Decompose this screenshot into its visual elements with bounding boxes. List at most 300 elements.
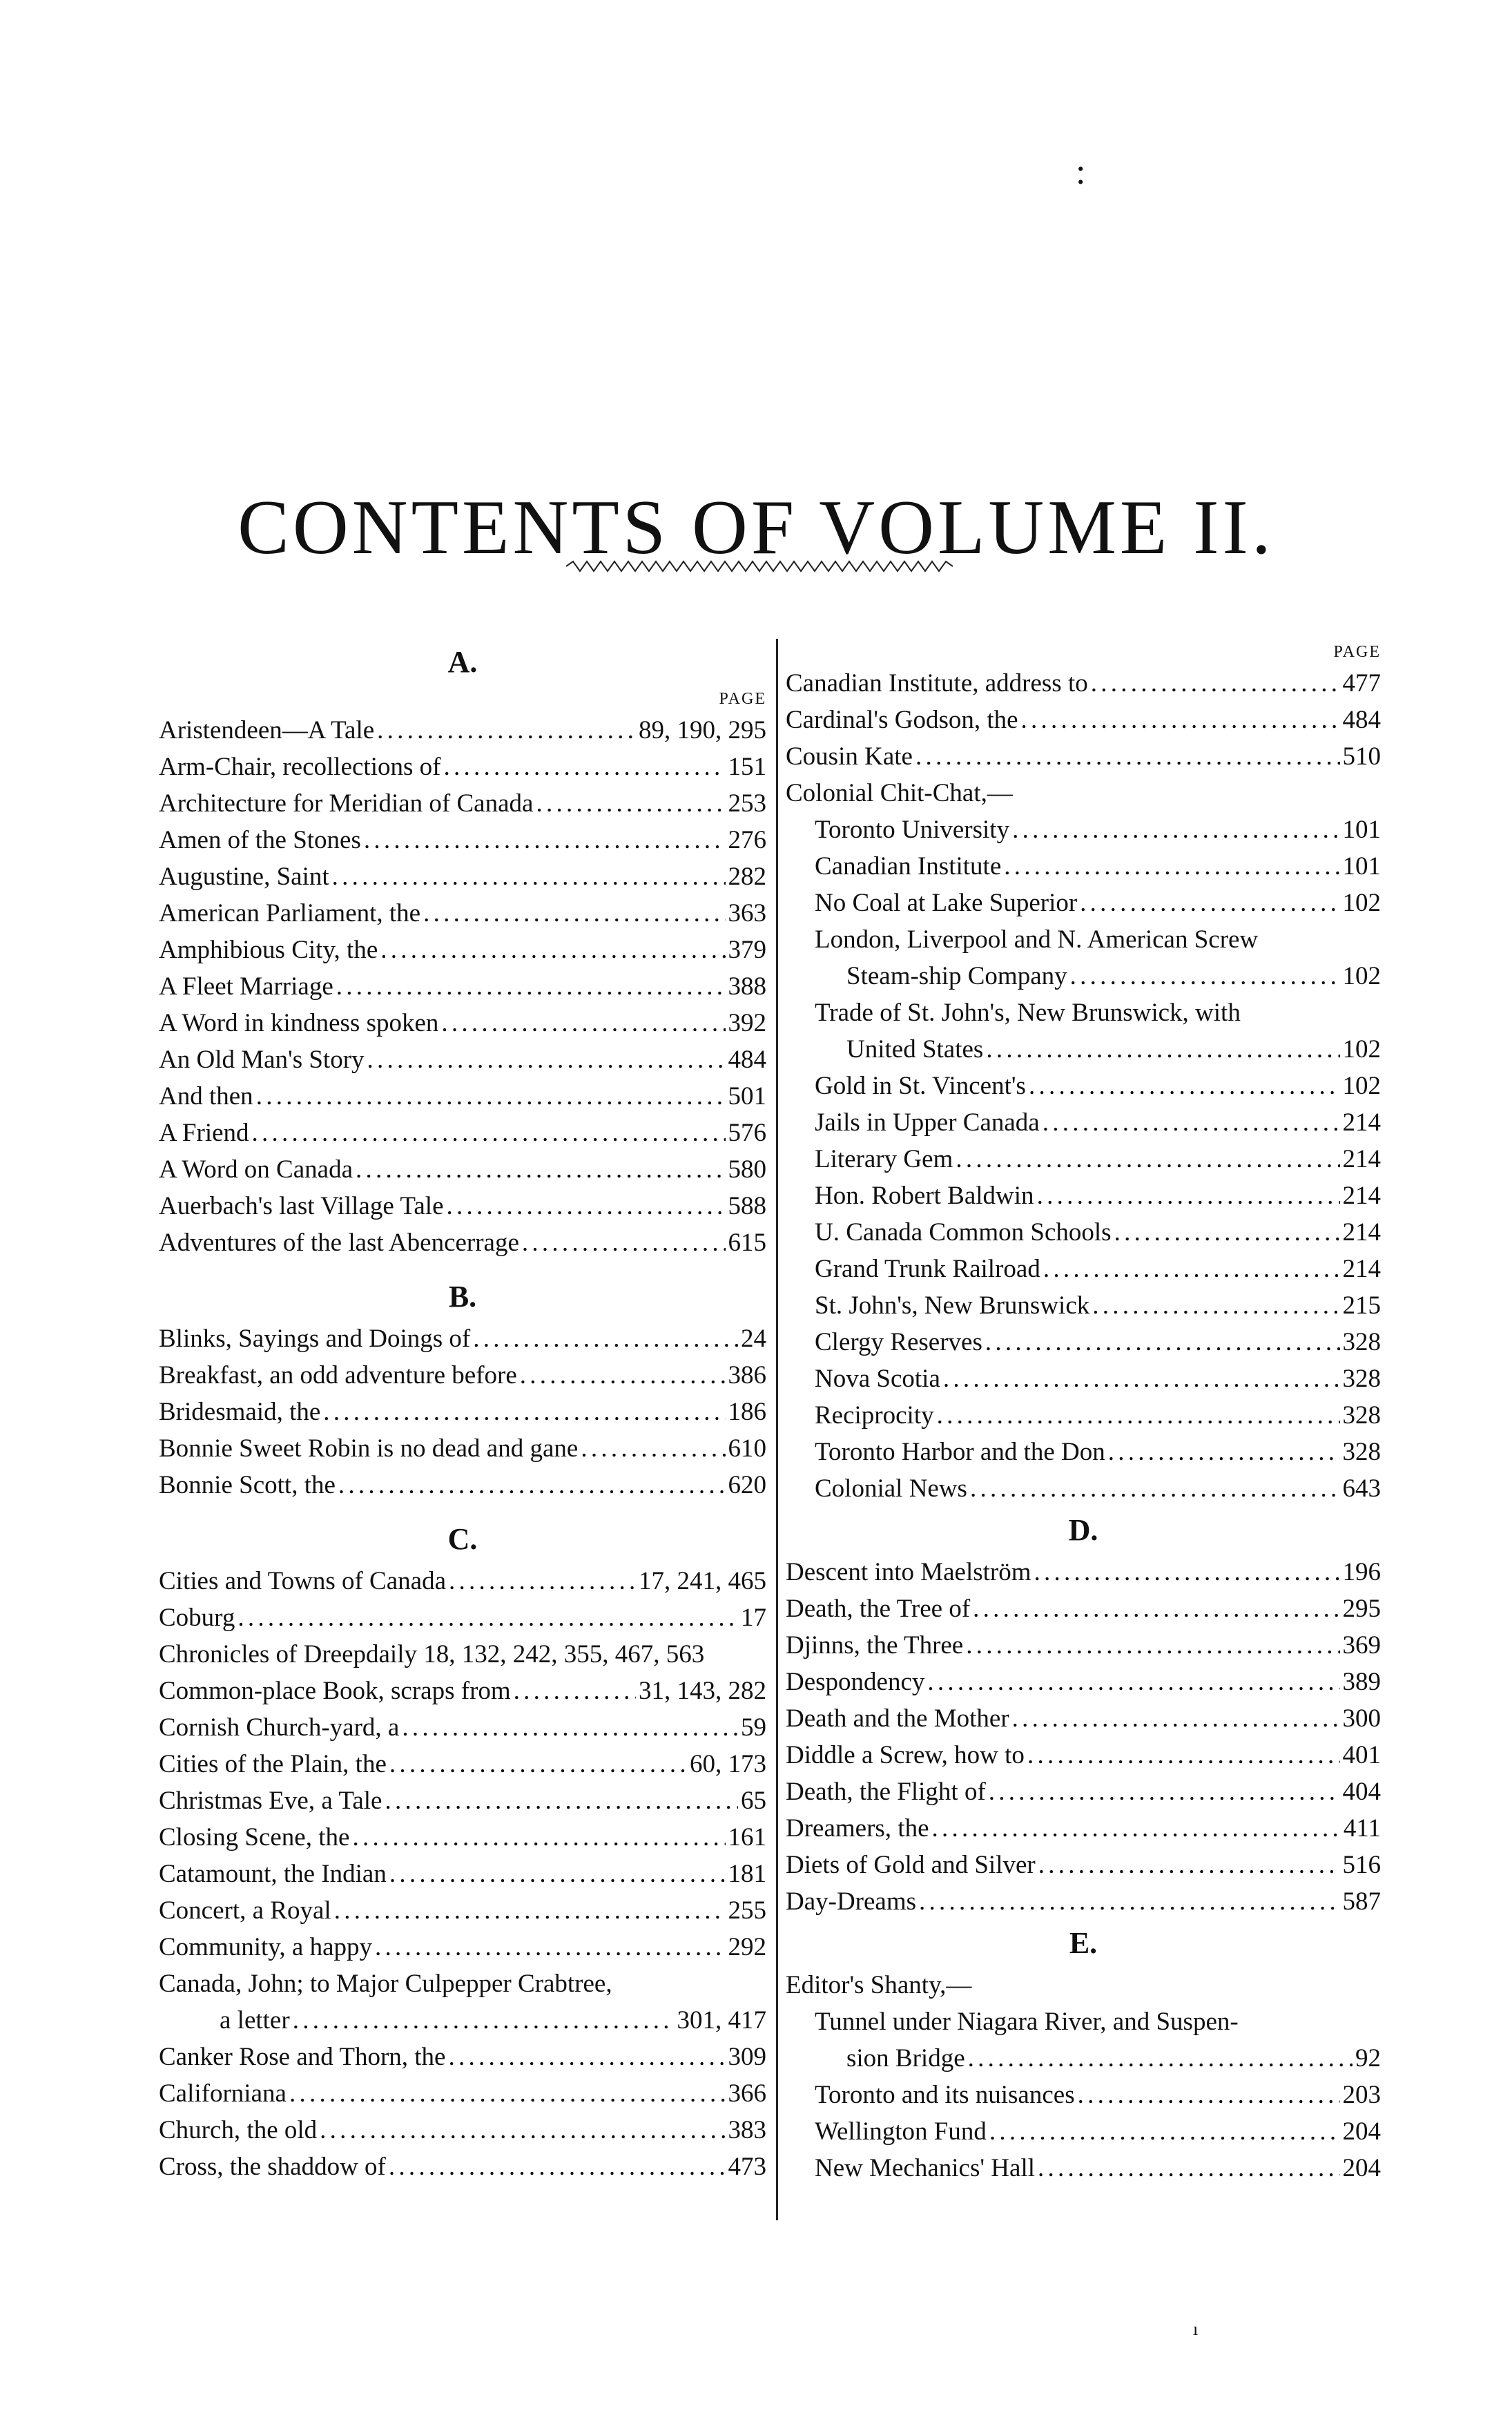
index-entry [159, 1151, 766, 1188]
entry-pages: 587 [1342, 1887, 1381, 1916]
leader-dots [448, 2039, 725, 2075]
entry-title: Closing Scene, the [159, 1823, 350, 1852]
column-divider [776, 639, 778, 2220]
entry-title: Chronicles of Dreepdaily 18, 132, 242, 355, 467, 563 [159, 1640, 705, 1669]
entry-title: Bridesmaid, the [159, 1398, 321, 1426]
leader-dots [1021, 702, 1340, 738]
entry-title: Architecture for Meridian of Canada [159, 789, 534, 818]
entry-title: Amen of the Stones [159, 826, 361, 854]
entry-pages: 196 [1342, 1558, 1381, 1586]
entry-pages: 17 [741, 1604, 766, 1632]
entry-title: And then [159, 1082, 253, 1110]
entry-title: A Friend [159, 1119, 249, 1147]
entry-title: Church, the old [159, 2116, 318, 2144]
leader-dots [252, 1115, 726, 1151]
leader-dots [352, 1819, 725, 1856]
entry-title: Blinks, Sayings and Doings of [159, 1325, 471, 1353]
index-entry [786, 1251, 1381, 1287]
index-entry [786, 2040, 1381, 2077]
leader-dots [389, 2148, 726, 2185]
right-column [786, 639, 1381, 2186]
leader-dots [356, 1151, 726, 1188]
leader-dots [915, 738, 1340, 775]
index-entry [786, 1104, 1381, 1141]
leader-dots [522, 1224, 726, 1261]
index-entry [159, 822, 766, 858]
entry-pages: 102 [1342, 1072, 1381, 1100]
entry-pages: 253 [728, 789, 766, 818]
index-entry [159, 712, 766, 749]
leader-dots [986, 1031, 1339, 1068]
entry-title: An Old Man's Story [159, 1046, 365, 1074]
index-entry [159, 895, 766, 932]
index-entry [786, 1434, 1381, 1470]
entry-title: Death, the Flight of [786, 1778, 986, 1806]
entry-title: Cities and Towns of Canada [159, 1567, 446, 1595]
entry-pages: 301, 417 [677, 2006, 766, 2035]
leader-dots [1029, 1068, 1340, 1104]
leader-dots [402, 1709, 738, 1746]
entry-title: Cousin Kate [786, 742, 913, 771]
leader-dots [1043, 1104, 1340, 1141]
entry-title: sion Bridge [846, 2044, 965, 2073]
entry-pages: 295 [1342, 1595, 1381, 1623]
entry-title: Clergy Reserves [815, 1328, 982, 1356]
entry-pages: 328 [1342, 1328, 1381, 1356]
entry-pages: 204 [1342, 2154, 1381, 2182]
leader-dots [238, 1599, 738, 1636]
entry-title: Arm-Chair, recollections of [159, 753, 441, 781]
index-entry [786, 811, 1381, 848]
index-entry [159, 2002, 766, 2039]
index-entry [786, 702, 1381, 738]
footer-mark: ı [1193, 2319, 1199, 2339]
leader-dots [423, 895, 725, 932]
entry-title: London, Liverpool and N. American Screw [815, 925, 1259, 954]
entry-title: a letter [220, 2006, 290, 2035]
index-entry [786, 958, 1381, 994]
entry-pages: 328 [1342, 1438, 1381, 1466]
index-entry [159, 1929, 766, 1965]
index-entry [786, 1324, 1381, 1360]
index-entry [786, 1177, 1381, 1214]
leader-dots [1038, 2150, 1340, 2186]
entry-title: Adventures of the last Abencerrage [159, 1229, 519, 1257]
entry-title: No Coal at Lake Superior [815, 889, 1078, 917]
entry-pages: 31, 143, 282 [639, 1677, 766, 1705]
index-entry [159, 1673, 766, 1709]
section-letter-e: E. [1069, 1926, 1098, 1960]
entry-pages: 214 [1342, 1108, 1381, 1137]
leader-dots [1070, 958, 1340, 994]
leader-dots [514, 1673, 636, 1709]
entry-title: Literary Gem [815, 1145, 953, 1173]
entry-pages: 102 [1342, 889, 1381, 917]
page-column-label: PAGE [719, 690, 766, 708]
leader-dots [937, 1397, 1340, 1434]
entry-pages: 151 [728, 753, 766, 781]
entry-title: Grand Trunk Railroad [815, 1255, 1040, 1283]
index-entry [159, 1188, 766, 1224]
index-entry [159, 1746, 766, 1782]
section-d-list [786, 1554, 1381, 1920]
index-entry [786, 1397, 1381, 1434]
entry-pages: 292 [728, 1933, 766, 1961]
index-entry [786, 848, 1381, 885]
entry-title: Steam-ship Company [846, 962, 1067, 990]
leader-dots [443, 749, 725, 785]
leader-dots [1012, 1700, 1340, 1737]
index-entry [159, 1636, 766, 1673]
entry-pages: 101 [1342, 816, 1381, 844]
leader-dots [334, 1892, 726, 1929]
entry-pages: 615 [728, 1229, 766, 1257]
leader-dots [927, 1664, 1339, 1700]
entry-pages: 214 [1342, 1218, 1381, 1247]
page-title: CONTENTS OF VOLUME II. [238, 485, 1274, 571]
leader-dots [389, 1746, 687, 1782]
entry-pages: 473 [728, 2153, 766, 2181]
entry-title: Colonial Chit-Chat,— [786, 779, 1013, 807]
leader-dots [449, 1563, 636, 1599]
entry-title: Canker Rose and Thorn, the [159, 2043, 446, 2071]
entry-pages: 588 [728, 1192, 766, 1220]
entry-pages: 363 [728, 899, 766, 927]
leader-dots [364, 822, 726, 858]
entry-pages: 392 [728, 1009, 766, 1037]
entry-title: Reciprocity [815, 1401, 934, 1430]
index-entry [159, 1819, 766, 1856]
leader-dots [1027, 1737, 1340, 1773]
leader-dots [367, 1041, 726, 1078]
entry-pages: 620 [728, 1471, 766, 1499]
index-entry [786, 2150, 1381, 2186]
index-entry [159, 1005, 766, 1041]
leader-dots [338, 1467, 726, 1503]
entry-title: St. John's, New Brunswick [815, 1291, 1090, 1320]
index-entry [159, 858, 766, 895]
entry-title: Djinns, the Three [786, 1631, 964, 1660]
index-entry [159, 1709, 766, 1746]
entry-title: Toronto Harbor and the Don [815, 1438, 1105, 1466]
leader-dots [989, 1773, 1340, 1810]
index-entry [786, 665, 1381, 702]
leader-dots [932, 1810, 1341, 1847]
index-entry [786, 1967, 1381, 2003]
entry-title: Death and the Mother [786, 1704, 1009, 1733]
leader-dots [375, 1929, 726, 1965]
index-entry [159, 1115, 766, 1151]
entry-pages: 101 [1342, 852, 1381, 881]
entry-title: Nova Scotia [815, 1365, 940, 1393]
entry-pages: 328 [1342, 1365, 1381, 1393]
entry-title: Canada, John; to Major Culpepper Crabtree, [159, 1970, 612, 1998]
leader-dots [956, 1141, 1339, 1177]
entry-pages: 404 [1342, 1778, 1381, 1806]
entry-title: Editor's Shanty,— [786, 1971, 972, 1999]
leader-dots [1091, 665, 1340, 702]
index-entry [159, 1430, 766, 1467]
index-entry [159, 1224, 766, 1261]
entry-title: Day-Dreams [786, 1887, 917, 1916]
index-entry [786, 921, 1381, 958]
entry-pages: 186 [728, 1398, 766, 1426]
entry-title: Concert, a Royal [159, 1896, 331, 1925]
section-c-continued-list [786, 665, 1381, 1507]
entry-pages: 161 [728, 1823, 766, 1852]
index-entry [786, 1883, 1381, 1920]
leader-dots [1078, 2077, 1340, 2113]
index-entry [786, 1214, 1381, 1251]
index-entry [159, 932, 766, 968]
index-entry [786, 2077, 1381, 2113]
leader-dots [289, 2075, 726, 2112]
leader-dots [380, 932, 725, 968]
entry-pages: 580 [728, 1155, 766, 1184]
index-entry [159, 1892, 766, 1929]
entry-title: Christmas Eve, a Tale [159, 1787, 382, 1815]
entry-pages: 576 [728, 1119, 766, 1147]
stray-mark: : [1076, 153, 1086, 192]
leader-dots [970, 1470, 1340, 1507]
section-e-list [786, 1967, 1381, 2186]
index-entry [159, 1078, 766, 1115]
leader-dots [968, 2040, 1353, 2077]
leader-dots [256, 1078, 726, 1115]
entry-title: Canadian Institute [815, 852, 1002, 881]
entry-pages: 204 [1342, 2117, 1381, 2146]
entry-title: Wellington Fund [815, 2117, 987, 2146]
entry-pages: 60, 173 [690, 1750, 766, 1778]
entry-pages: 214 [1342, 1255, 1381, 1283]
leader-dots [973, 1590, 1339, 1627]
entry-pages: 255 [728, 1896, 766, 1925]
index-entry [159, 785, 766, 822]
index-entry [159, 2075, 766, 2112]
entry-pages: 89, 190, 295 [639, 716, 766, 744]
entry-pages: 401 [1342, 1741, 1381, 1769]
leader-dots [389, 1856, 726, 1892]
index-entry [786, 1141, 1381, 1177]
left-column [159, 639, 766, 2185]
entry-pages: 328 [1342, 1401, 1381, 1430]
entry-title: Toronto University [815, 816, 1010, 844]
leader-dots [1004, 848, 1339, 885]
entry-title: Cornish Church-yard, a [159, 1713, 400, 1742]
index-entry [786, 1068, 1381, 1104]
entry-title: Coburg [159, 1604, 235, 1632]
index-entry [786, 775, 1381, 811]
entry-title: Diets of Gold and Silver [786, 1851, 1036, 1879]
index-entry [786, 1287, 1381, 1324]
leader-dots [377, 712, 636, 749]
index-entry [159, 1563, 766, 1599]
index-entry [786, 1627, 1381, 1664]
index-entry [786, 1031, 1381, 1068]
entry-pages: 411 [1343, 1814, 1381, 1843]
entry-pages: 369 [1342, 1631, 1381, 1660]
entry-pages: 484 [1342, 706, 1381, 734]
leader-dots [943, 1360, 1340, 1397]
entry-pages: 215 [1342, 1291, 1381, 1320]
entry-pages: 388 [728, 972, 766, 1001]
entry-title: Hon. Robert Baldwin [815, 1182, 1034, 1210]
entry-title: Toronto and its nuisances [815, 2081, 1075, 2109]
leader-dots [1043, 1251, 1340, 1287]
leader-dots [1114, 1214, 1340, 1251]
entry-pages: 203 [1342, 2081, 1381, 2109]
entry-pages: 477 [1342, 669, 1381, 698]
entry-pages: 214 [1342, 1145, 1381, 1173]
index-entry [786, 738, 1381, 775]
leader-dots [536, 785, 725, 822]
index-entry [159, 1782, 766, 1819]
entry-title: Breakfast, an odd adventure before [159, 1361, 517, 1389]
entry-title: Jails in Upper Canada [815, 1108, 1040, 1137]
index-entry [159, 1357, 766, 1394]
entry-pages: 516 [1342, 1851, 1381, 1879]
entry-pages: 24 [741, 1325, 766, 1353]
index-entry [786, 2003, 1381, 2040]
entry-title: A Word on Canada [159, 1155, 353, 1184]
entry-title: Catamount, the Indian [159, 1860, 387, 1888]
leader-dots [441, 1005, 725, 1041]
entry-title: Descent into Maelström [786, 1558, 1031, 1586]
entry-title: Cross, the shaddow of [159, 2153, 386, 2181]
entry-title: Canadian Institute, address to [786, 669, 1088, 698]
index-entry [786, 1737, 1381, 1773]
entry-pages: 214 [1342, 1182, 1381, 1210]
entry-pages: 366 [728, 2079, 766, 2108]
entry-title: Community, a happy [159, 1933, 372, 1961]
entry-pages: 643 [1342, 1474, 1381, 1503]
entry-title: A Word in kindness spoken [159, 1009, 439, 1037]
section-c-list [159, 1563, 766, 2185]
entry-title: New Mechanics' Hall [815, 2154, 1035, 2182]
entry-pages: 389 [1342, 1668, 1381, 1696]
leader-dots [320, 2112, 725, 2148]
entry-pages: 276 [728, 826, 766, 854]
entry-title: Californiana [159, 2079, 287, 2108]
index-entry [786, 885, 1381, 921]
entry-title: Despondency [786, 1668, 925, 1696]
index-entry [786, 1810, 1381, 1847]
leader-dots [985, 1324, 1340, 1360]
section-letter-d: D. [1068, 1513, 1098, 1547]
index-entry [786, 1773, 1381, 1810]
leader-dots [323, 1394, 725, 1430]
entry-title: American Parliament, the [159, 899, 421, 927]
entry-title: Cardinal's Godson, the [786, 706, 1018, 734]
section-letter-a: A. [447, 645, 478, 679]
entry-pages: 59 [741, 1713, 766, 1742]
entry-pages: 386 [728, 1361, 766, 1389]
entry-title: Bonnie Sweet Robin is no dead and gane [159, 1434, 579, 1463]
leader-dots [385, 1782, 738, 1819]
index-entry [159, 1041, 766, 1078]
entry-title: Colonial News [815, 1474, 967, 1503]
entry-title: Common-place Book, scraps from [159, 1677, 511, 1705]
leader-dots [1080, 885, 1339, 921]
entry-pages: 383 [728, 2116, 766, 2144]
entry-title: A Fleet Marriage [159, 972, 333, 1001]
entry-pages: 17, 241, 465 [639, 1567, 766, 1595]
section-letter-c: C. [447, 1522, 478, 1556]
page-column-label-right: PAGE [1333, 643, 1381, 661]
leader-dots [1038, 1847, 1340, 1883]
entry-pages: 282 [728, 863, 766, 891]
entry-pages: 300 [1342, 1704, 1381, 1733]
leader-dots [919, 1883, 1339, 1920]
entry-title: Aristendeen—A Tale [159, 716, 375, 744]
leader-dots [332, 858, 726, 895]
index-entry [159, 1856, 766, 1892]
entry-title: Gold in St. Vincent's [815, 1072, 1026, 1100]
leader-dots [473, 1320, 738, 1357]
entry-pages: 102 [1342, 962, 1381, 990]
index-entry [159, 1467, 766, 1503]
leader-dots [1037, 1177, 1340, 1214]
entry-pages: 610 [728, 1434, 766, 1463]
index-entry [159, 1394, 766, 1430]
entry-title: Trade of St. John's, New Brunswick, with [815, 999, 1241, 1027]
entry-title: Dreamers, the [786, 1814, 929, 1843]
index-entry [159, 749, 766, 785]
section-letter-b: B. [448, 1280, 477, 1314]
section-a-list [159, 712, 766, 1261]
entry-pages: 181 [728, 1860, 766, 1888]
index-entry [159, 1320, 766, 1357]
entry-pages: 510 [1342, 742, 1381, 771]
index-entry [159, 2112, 766, 2148]
leader-dots [989, 2113, 1340, 2150]
entry-title: Auerbach's last Village Tale [159, 1192, 444, 1220]
entry-title: Cities of the Plain, the [159, 1750, 387, 1778]
index-entry [786, 1360, 1381, 1397]
index-entry [786, 1590, 1381, 1627]
entry-title: Diddle a Screw, how to [786, 1741, 1025, 1769]
entry-pages: 102 [1342, 1035, 1381, 1064]
entry-title: Augustine, Saint [159, 863, 329, 891]
index-entry [159, 968, 766, 1005]
entry-pages: 309 [728, 2043, 766, 2071]
leader-dots [581, 1430, 725, 1467]
entry-title: Death, the Tree of [786, 1595, 971, 1623]
leader-dots [293, 2002, 675, 2039]
index-entry [159, 2148, 766, 2185]
index-entry [786, 1700, 1381, 1737]
entry-title: United States [846, 1035, 984, 1064]
entry-pages: 501 [728, 1082, 766, 1110]
index-entry [159, 1965, 766, 2002]
index-entry [786, 1470, 1381, 1507]
leader-dots [336, 968, 726, 1005]
index-entry [159, 2039, 766, 2075]
leader-dots [1012, 811, 1339, 848]
section-b-list [159, 1320, 766, 1503]
entry-pages: 379 [728, 936, 766, 964]
leader-dots [447, 1188, 726, 1224]
entry-title: U. Canada Common Schools [815, 1218, 1112, 1247]
index-entry [786, 1554, 1381, 1590]
index-entry [786, 994, 1381, 1031]
leader-dots [1092, 1287, 1339, 1324]
ornamental-rule [566, 556, 953, 577]
index-entry [786, 1847, 1381, 1883]
leader-dots [966, 1627, 1339, 1664]
entry-title: Amphibious City, the [159, 936, 378, 964]
leader-dots [1034, 1554, 1340, 1590]
